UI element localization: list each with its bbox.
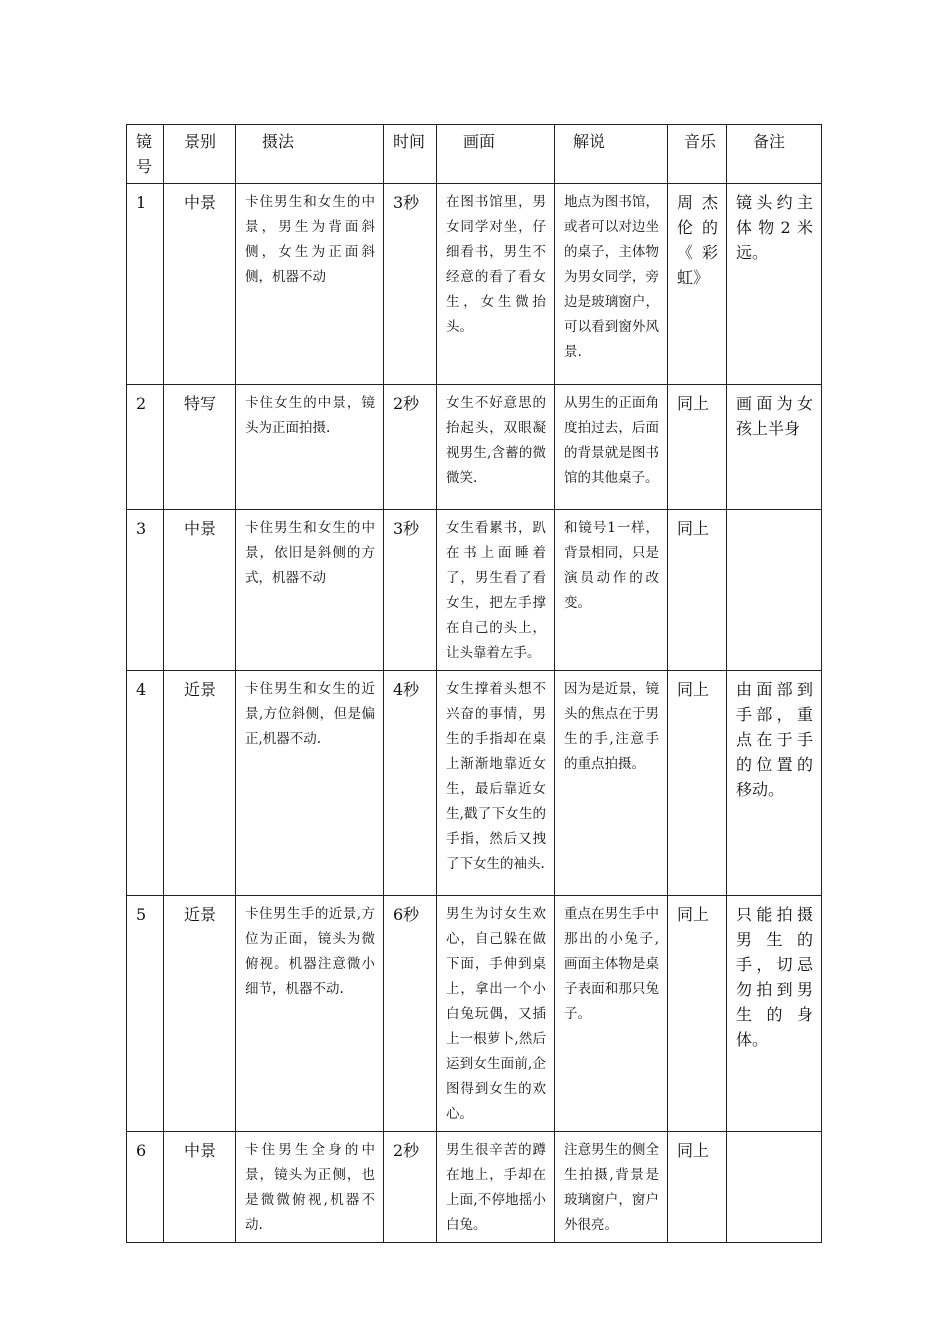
cell-shot: 近景 — [164, 671, 236, 896]
cell-note — [727, 1132, 822, 1243]
cell-frame: 在图书馆里，男女同学对坐，仔细看书，男生不经意的看了看女生，女生微抬头。 — [437, 184, 555, 385]
cell-music: 同上 — [668, 896, 727, 1132]
table-row — [127, 1132, 822, 1243]
cell-method: 卡住男生全身的中景，镜头为正侧，也是微微俯视,机器不动. — [236, 1132, 384, 1243]
table-row — [127, 896, 822, 1132]
header-narration: 解说 — [555, 125, 668, 184]
cell-num: 2 — [127, 385, 164, 510]
cell-narration: 和镜号1一样，背景相同，只是演员动作的改变。 — [555, 510, 668, 671]
cell-music: 同上 — [668, 510, 727, 671]
storyboard-table — [126, 124, 822, 1243]
table-row — [127, 510, 822, 671]
cell-shot: 特写 — [164, 385, 236, 510]
cell-frame: 男生很辛苦的蹲在地上，手却在上面,不停地摇小白兔。 — [437, 1132, 555, 1243]
cell-num: 5 — [127, 896, 164, 1132]
cell-time: 2秒 — [384, 385, 437, 510]
table-row — [127, 385, 822, 510]
cell-narration: 从男生的正面角度拍过去，后面的背景就是图书馆的其他桌子。 — [555, 385, 668, 510]
cell-num: 6 — [127, 1132, 164, 1243]
header-shot: 景别 — [164, 125, 236, 184]
cell-method: 卡住男生和女生的近景,方位斜侧，但是偏正,机器不动. — [236, 671, 384, 896]
cell-narration: 重点在男生手中那出的小兔子,画面主体物是桌子表面和那只兔子。 — [555, 896, 668, 1132]
cell-note — [727, 510, 822, 671]
header-frame: 画面 — [437, 125, 555, 184]
cell-method: 卡住女生的中景，镜头为正面拍摄. — [236, 385, 384, 510]
header-row — [127, 125, 822, 184]
cell-note: 只能拍摄男生的手，切忌勿拍到男生的身体。 — [727, 896, 822, 1132]
cell-num: 1 — [127, 184, 164, 385]
cell-frame: 女生不好意思的抬起头，双眼凝视男生,含蓄的微微笑. — [437, 385, 555, 510]
cell-method: 卡住男生和女生的中景，依旧是斜侧的方式，机器不动 — [236, 510, 384, 671]
cell-time: 3秒 — [384, 510, 437, 671]
cell-shot: 中景 — [164, 510, 236, 671]
cell-num: 3 — [127, 510, 164, 671]
cell-note: 由面部到手部，重点在于手的位置的移动。 — [727, 671, 822, 896]
cell-time: 4秒 — [384, 671, 437, 896]
cell-narration: 因为是近景，镜头的焦点在于男生的手,注意手的重点拍摄。 — [555, 671, 668, 896]
cell-time: 3秒 — [384, 184, 437, 385]
cell-music: 同上 — [668, 385, 727, 510]
cell-shot: 中景 — [164, 1132, 236, 1243]
table-body — [127, 125, 822, 1243]
table-row — [127, 184, 822, 385]
cell-method: 卡住男生手的近景,方位为正面，镜头为微俯视。机器注意微小细节，机器不动. — [236, 896, 384, 1132]
cell-num: 4 — [127, 671, 164, 896]
header-time: 时间 — [384, 125, 437, 184]
cell-music: 周杰伦的《彩虹》 — [668, 184, 727, 385]
cell-note: 镜头约主体物2米远。 — [727, 184, 822, 385]
table-row — [127, 671, 822, 896]
cell-frame: 女生看累书，趴在书上面睡着了，男生看了看女生，把左手撑在自己的头上，让头靠着左手。 — [437, 510, 555, 671]
cell-music: 同上 — [668, 671, 727, 896]
cell-time: 6秒 — [384, 896, 437, 1132]
cell-narration: 注意男生的侧全生拍摄,背景是玻璃窗户，窗户外很亮。 — [555, 1132, 668, 1243]
cell-shot: 近景 — [164, 896, 236, 1132]
cell-method: 卡住男生和女生的中景，男生为背面斜侧，女生为正面斜侧，机器不动 — [236, 184, 384, 385]
cell-frame: 男生为讨女生欢心，自己躲在做下面，手伸到桌上，拿出一个小白兔玩偶，又插上一根萝卜,然后运到女生面前,企图得到女生的欢心。 — [437, 896, 555, 1132]
header-note: 备注 — [727, 125, 822, 184]
cell-time: 2秒 — [384, 1132, 437, 1243]
cell-music: 同上 — [668, 1132, 727, 1243]
cell-note: 画面为女孩上半身 — [727, 385, 822, 510]
header-method: 摄法 — [236, 125, 384, 184]
header-music: 音乐 — [668, 125, 727, 184]
header-num: 镜号 — [127, 125, 164, 184]
cell-shot: 中景 — [164, 184, 236, 385]
cell-frame: 女生撑着头想不兴奋的事情，男生的手指却在桌上渐渐地靠近女生，最后靠近女生,戳了下女生的手指，然后又拽了下女生的袖头. — [437, 671, 555, 896]
cell-narration: 地点为图书馆，或者可以对边坐的桌子，主体物为男女同学，旁边是玻璃窗户，可以看到窗外风景. — [555, 184, 668, 385]
